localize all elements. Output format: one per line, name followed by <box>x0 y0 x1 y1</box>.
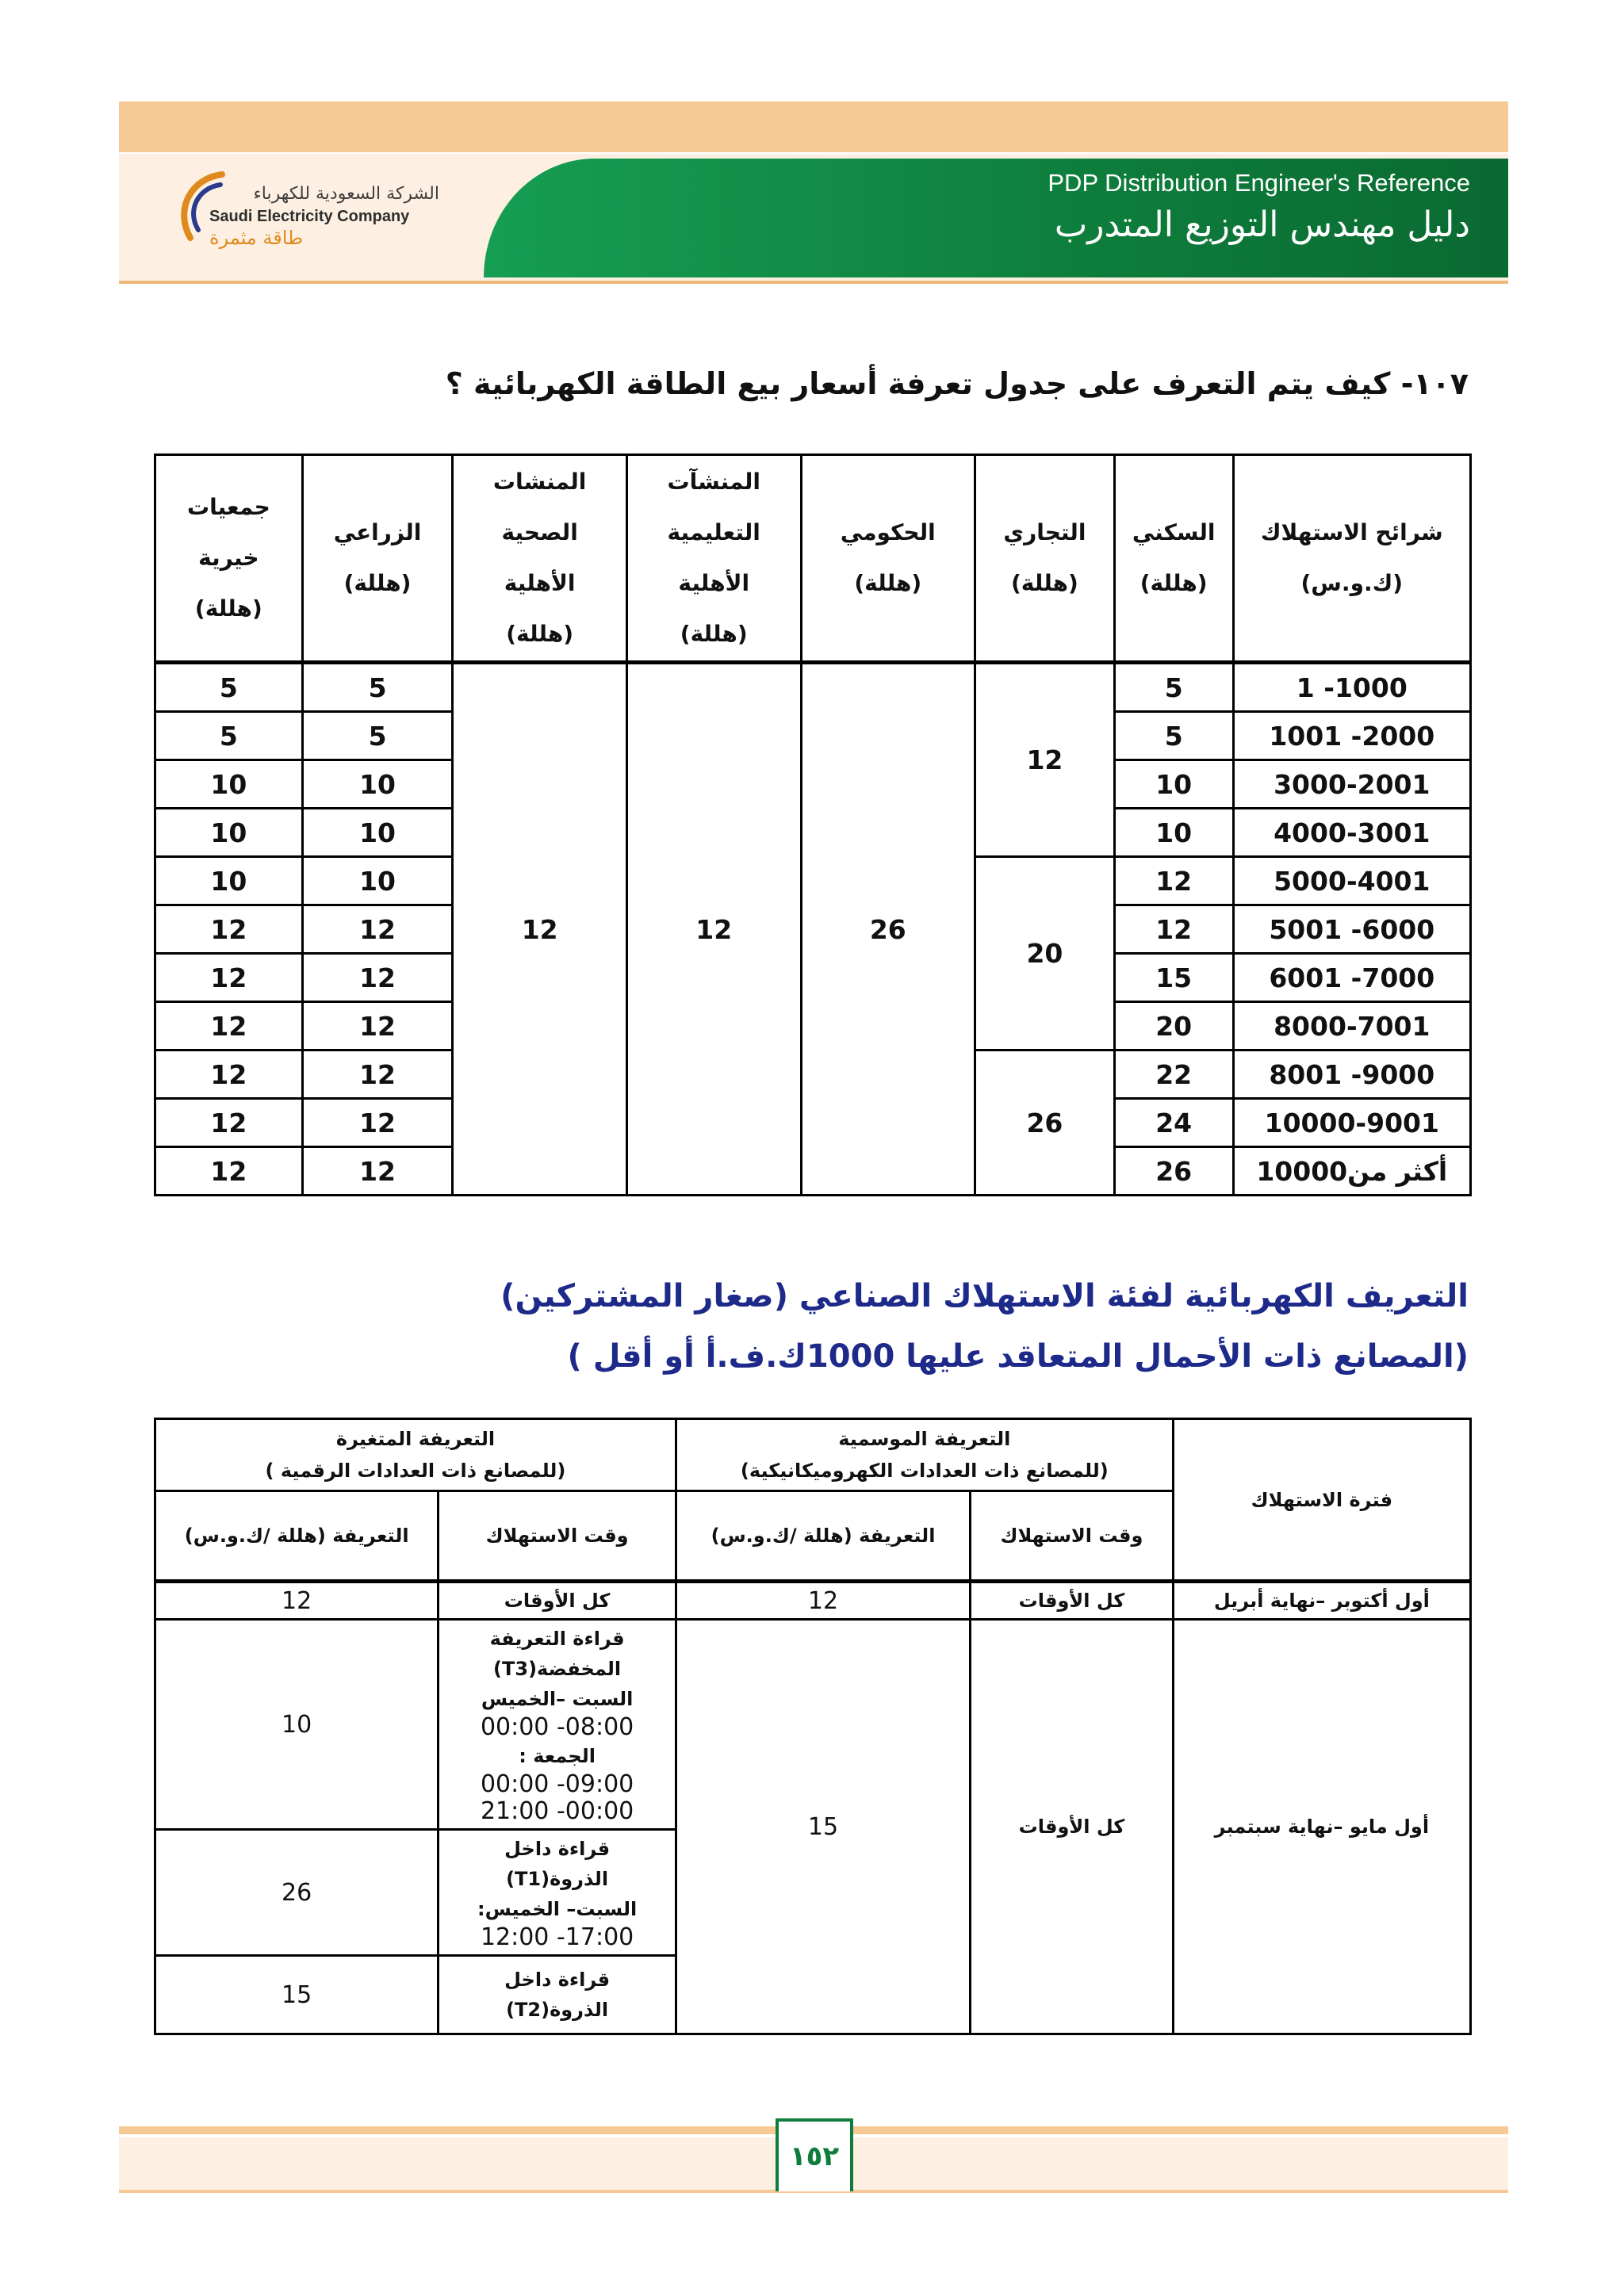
residential-cell: 15 <box>1114 954 1233 1002</box>
variable-tariff-cell: 12 <box>155 1582 439 1620</box>
agricultural-cell: 12 <box>302 1147 453 1196</box>
charity-cell: 5 <box>155 663 303 712</box>
slab-cell: 3000-2001 <box>1233 760 1470 809</box>
residential-cell: 20 <box>1114 1002 1233 1050</box>
industrial-section-subtitle: (المصانع ذات الأحمال المتعاقد عليها 1000ك.ف.أ أو أقل ) <box>567 1338 1469 1375</box>
header-bottom-strip <box>119 281 1508 284</box>
t1-time-cell <box>439 1830 676 1956</box>
seasonal-tariff-cell: 15 <box>676 1620 970 2034</box>
header-education: المنشآت التعليمية الأهلية (هللة) <box>626 455 801 663</box>
variable-tariff-header: التعريفة (هللة /ك.و.س) <box>155 1491 439 1582</box>
header-title-ar: دليل مهندس التوزيع المتدرب <box>1054 205 1470 245</box>
t2-label-2: الذروة(T2) <box>506 1999 609 2021</box>
slab-cell: 2000- 1001 <box>1233 712 1470 760</box>
charity-cell: 12 <box>155 954 303 1002</box>
t3-time-2: 09:00- 00:00 <box>480 1770 634 1798</box>
variable-header: التعريفة المتغيرة (للمصانع ذات العدادات الرقمية ) <box>155 1419 676 1491</box>
header-commercial: التجاري (هللة) <box>975 455 1115 663</box>
seasonal-time-cell: كل الأوقات <box>971 1582 1174 1620</box>
t2-label-1: قراءة داخل <box>504 1969 611 1991</box>
header-charity: جمعيات خيرية (هللة) <box>155 455 303 663</box>
slab-cell: 4000-3001 <box>1233 809 1470 857</box>
charity-cell: 12 <box>155 905 303 954</box>
period-cell: أول أكتوبر –نهاية أبريل <box>1173 1582 1470 1620</box>
t1-time: 17:00- 12:00 <box>480 1923 634 1951</box>
charity-cell: 10 <box>155 857 303 905</box>
t3-label-1: قراءة التعريفة <box>489 1628 625 1650</box>
t3-time-3: 00:00- 21:00 <box>480 1797 634 1825</box>
logo-text-ar: الشركة السعودية للكهرباء <box>253 184 439 204</box>
table-row <box>155 663 1471 712</box>
industrial-section-title: التعريف الكهربائية لفئة الاستهلاك الصناعي (صغار المشتركين) <box>500 1278 1469 1314</box>
slab-cell: 6000- 5001 <box>1233 905 1470 954</box>
commercial-cell: 26 <box>975 1050 1115 1196</box>
period-cell: أول مايو –نهاية سبتمبر <box>1173 1620 1470 2034</box>
charity-cell: 12 <box>155 1002 303 1050</box>
residential-cell: 5 <box>1114 663 1233 712</box>
slab-cell: أكثر من10000 <box>1233 1147 1470 1196</box>
residential-cell: 26 <box>1114 1147 1233 1196</box>
question-heading: ١٠٧- كيف يتم التعرف على جدول تعرفة أسعار بيع الطاقة الكهربائية ؟ <box>445 366 1469 401</box>
page-number: ١٥٢ <box>789 2141 840 2172</box>
residential-cell: 10 <box>1114 809 1233 857</box>
residential-cell: 12 <box>1114 857 1233 905</box>
tariff-table-header-row <box>155 455 1471 663</box>
table-row <box>155 1620 1471 1830</box>
header-slab: شرائح الاستهلاك (ك.و.س) <box>1233 455 1470 663</box>
t3-label-2: المخفضة(T3) <box>493 1658 622 1680</box>
variable-time-cell: كل الأوقات <box>439 1582 676 1620</box>
commercial-cell: 20 <box>975 857 1115 1050</box>
industrial-tariff-table <box>154 1418 1472 2035</box>
agricultural-cell: 5 <box>302 712 453 760</box>
residential-cell: 5 <box>1114 712 1233 760</box>
agricultural-cell: 12 <box>302 1050 453 1099</box>
header-residential: السكني (هللة) <box>1114 455 1233 663</box>
charity-cell: 5 <box>155 712 303 760</box>
seasonal-time-cell: كل الأوقات <box>971 1620 1174 2034</box>
seasonal-time-header: وقت الاستهلاك <box>971 1491 1174 1582</box>
agricultural-cell: 12 <box>302 905 453 954</box>
t1-tariff-cell: 26 <box>155 1830 439 1956</box>
header-title-en: PDP Distribution Engineer's Reference <box>1048 169 1470 197</box>
t3-days-2: الجمعة : <box>519 1745 596 1767</box>
agricultural-cell: 5 <box>302 663 453 712</box>
charity-cell: 12 <box>155 1099 303 1147</box>
seasonal-tariff-header: التعريفة (هللة /ك.و.س) <box>676 1491 970 1582</box>
charity-cell: 10 <box>155 809 303 857</box>
slab-cell: 9000- 8001 <box>1233 1050 1470 1099</box>
table-row <box>155 1419 1471 1491</box>
slab-cell: 1000- 1 <box>1233 663 1470 712</box>
residential-cell: 22 <box>1114 1050 1233 1099</box>
t1-label-2: الذروة(T1) <box>506 1868 609 1890</box>
seasonal-tariff-cell: 12 <box>676 1582 970 1620</box>
t1-days: السبت– الخميس: <box>477 1898 638 1920</box>
t3-time-1: 08:00- 00:00 <box>480 1713 634 1741</box>
seasonal-header: التعريفة الموسمية (للمصانع ذات العدادات الكهروميكانيكية) <box>676 1419 1173 1491</box>
government-cell: 26 <box>801 663 975 1196</box>
period-header: فترة الاستهلاك <box>1173 1419 1470 1582</box>
t3-tariff-cell: 10 <box>155 1620 439 1830</box>
education-cell: 12 <box>626 663 801 1196</box>
logo-text-en: Saudi Electricity Company <box>209 208 410 225</box>
page-number-box <box>776 2118 853 2191</box>
t1-label-1: قراءة داخل <box>504 1838 611 1860</box>
agricultural-cell: 10 <box>302 809 453 857</box>
t3-time-cell <box>439 1620 676 1830</box>
charity-cell: 10 <box>155 760 303 809</box>
charity-cell: 12 <box>155 1050 303 1099</box>
agricultural-cell: 12 <box>302 1099 453 1147</box>
header-agricultural: الزراعي (هللة) <box>302 455 453 663</box>
t2-time-cell <box>439 1956 676 2034</box>
residential-cell: 24 <box>1114 1099 1233 1147</box>
residential-cell: 10 <box>1114 760 1233 809</box>
charity-cell: 12 <box>155 1147 303 1196</box>
agricultural-cell: 12 <box>302 954 453 1002</box>
table-row <box>155 1582 1471 1620</box>
agricultural-cell: 12 <box>302 1002 453 1050</box>
tariff-table <box>154 453 1472 1196</box>
slab-cell: 8000-7001 <box>1233 1002 1470 1050</box>
variable-time-header: وقت الاستهلاك <box>439 1491 676 1582</box>
agricultural-cell: 10 <box>302 760 453 809</box>
slab-cell: 5000-4001 <box>1233 857 1470 905</box>
commercial-cell: 12 <box>975 663 1115 857</box>
logo-tagline: طاقة مثمرة <box>209 227 304 249</box>
agricultural-cell: 10 <box>302 857 453 905</box>
slab-cell: 10000-9001 <box>1233 1099 1470 1147</box>
health-cell: 12 <box>453 663 627 1196</box>
header-health: المنشات الصحية الأهلية (هللة) <box>453 455 627 663</box>
header-government: الحكومي (هللة) <box>801 455 975 663</box>
slab-cell: 7000- 6001 <box>1233 954 1470 1002</box>
t2-tariff-cell: 15 <box>155 1956 439 2034</box>
residential-cell: 12 <box>1114 905 1233 954</box>
t3-days-1: السبت –الخميس <box>481 1688 634 1710</box>
header-top-strip <box>119 101 1508 152</box>
